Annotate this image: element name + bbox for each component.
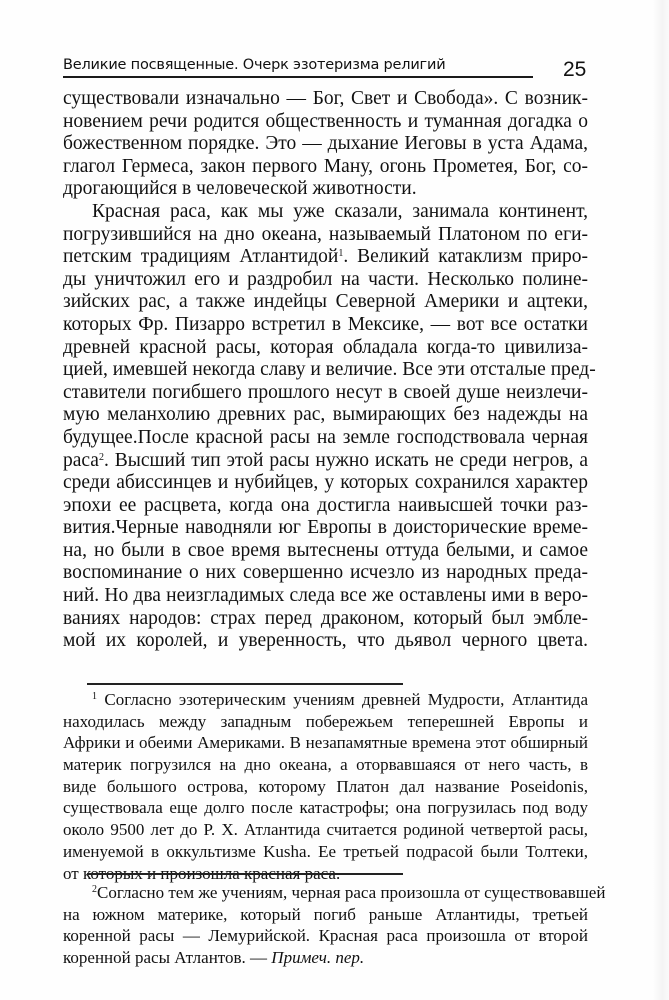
- running-title: Великие посвященные. Очерк эзотеризма религий: [63, 57, 446, 73]
- text-line: древней красной расы, которая обладала когда-то цивилиза-: [63, 336, 588, 358]
- text-line: мую меланхолию древних рас, вымирающих без надежды на: [63, 404, 588, 426]
- footnote-text: Согласно тем же учениям, черная раса произошла от существовавшей: [97, 883, 606, 902]
- footnote-line: на южном материке, который погиб раньше Атлантиды, третьей: [63, 904, 588, 924]
- footnote-line: около 9500 лет до Р. Х. Атлантида считается родиной четвертой расы,: [63, 820, 588, 840]
- main-text: [63, 88, 596, 653]
- text-fragment: раса: [63, 449, 99, 471]
- footnote-1: [63, 689, 588, 884]
- footnote-separator: [87, 683, 403, 685]
- text-line: божественном порядке. Это — дыхание Иеговы в уста Адама,: [63, 133, 588, 155]
- translator-note: Примеч. пер.: [271, 948, 365, 968]
- footnote-line: коренной расы — Лемурийской. Красная раса произошла от второй: [63, 926, 588, 946]
- footnote-line: [63, 689, 588, 711]
- page-edge-shadow: [652, 0, 669, 1000]
- running-header: [63, 52, 533, 78]
- text-line: эпохи ее расцвета, когда она достигла наивысшей точки раз-: [63, 494, 588, 516]
- footnote-text: коренной расы Атлантов. —: [63, 948, 272, 968]
- text-line: будущее.После красной расы на земле господствовала черная: [63, 426, 588, 448]
- text-line: новением речи родится общественность и туманная догадка о: [63, 110, 588, 132]
- footnote-line: [63, 882, 606, 904]
- footnote-marker: 1: [92, 691, 97, 702]
- text-fragment: петским традициям Атлантидой: [63, 246, 339, 268]
- text-fragment: . Великий катаклизм приро-: [343, 246, 588, 268]
- footnote-line: виде большого острова, которому Платон дал название Poseidonis,: [63, 776, 588, 796]
- footnote-ref-1[interactable]: 1: [338, 248, 344, 260]
- text-line: дрогающийся в человеческой животности.: [63, 178, 417, 200]
- footnote-marker: 2: [92, 884, 97, 895]
- footnote-line: существовала еще долго после катастрофы; она погрузилась под воду: [63, 798, 588, 818]
- footnote-separator: [87, 873, 403, 875]
- text-line: существовали изначально — Бог, Свет и Свобода». С возник-: [63, 88, 588, 109]
- text-line: зийских рас, а также индейцы Северной Америки и ацтеки,: [63, 291, 588, 313]
- text-line: которых Фр. Пизарро встретил в Мексике, — вот все остатки: [63, 313, 588, 335]
- paragraph-start: Красная раса, как мы уже сказали, занимала континент,: [92, 200, 588, 222]
- text-line: погрузившийся на дно океана, называемый Платоном по еги-: [63, 223, 588, 245]
- text-line: на, но были в свое время вытеснены оттуда белыми, и самое: [63, 539, 588, 561]
- footnote-line: именуемой в оккультизме Kusha. Ее третьей подрасой были Толтеки,: [63, 841, 588, 861]
- footnote-2: [63, 882, 606, 969]
- text-line: ваниях народов: страх перед драконом, который был эмбле-: [63, 607, 588, 629]
- text-line: цией, имевшей некогда славу и величие. Все эти отсталые пред-: [63, 359, 596, 381]
- text-line: глагол Гермеса, закон первого Ману, огонь Прометея, Бог, со-: [63, 155, 588, 177]
- footnote-line: Африки и обеими Америками. В незапамятные времена этот обширный: [63, 733, 588, 753]
- footnote-ref-2[interactable]: 2: [98, 451, 104, 463]
- text-fragment: . Высший тип этой расы нужно искать не среди негров, а: [103, 449, 588, 471]
- page-number: 25: [563, 58, 587, 81]
- text-line: вития.Черные наводняли юг Европы в доисторические време-: [63, 517, 588, 539]
- text-line: ды уничтожил его и раздробил на части. Несколько полине-: [63, 268, 588, 290]
- footnote-line: материк погрузился на дно океана, а оторвавшаяся от него часть, в: [63, 755, 588, 775]
- text-line: ставители погибшего прошлого несут в своей душе неизлечи-: [63, 381, 588, 403]
- text-line: ний. Но два неизгладимых следа все же оставлены ими в веро-: [63, 585, 588, 607]
- footnote-line: [63, 947, 588, 969]
- footnote-line: находилась между западным побережьем теперешней Европы и: [63, 711, 588, 731]
- footnote-line: от которых и произошла красная раса.: [63, 863, 341, 883]
- text-line: среди абиссинцев и нубийцев, у которых сохранился характер: [63, 472, 588, 494]
- text-line-with-footnote: [63, 450, 588, 473]
- text-line: мой их королей, и уверенность, что дьявол черного цвета.: [63, 630, 588, 652]
- text-line-with-footnote: [63, 246, 588, 269]
- text-line: воспоминание о них совершенно исчезло из народных преда-: [63, 562, 588, 584]
- footnote-text: Согласно эзотерическим учениям древней Мудрости, Атлантида: [104, 690, 588, 709]
